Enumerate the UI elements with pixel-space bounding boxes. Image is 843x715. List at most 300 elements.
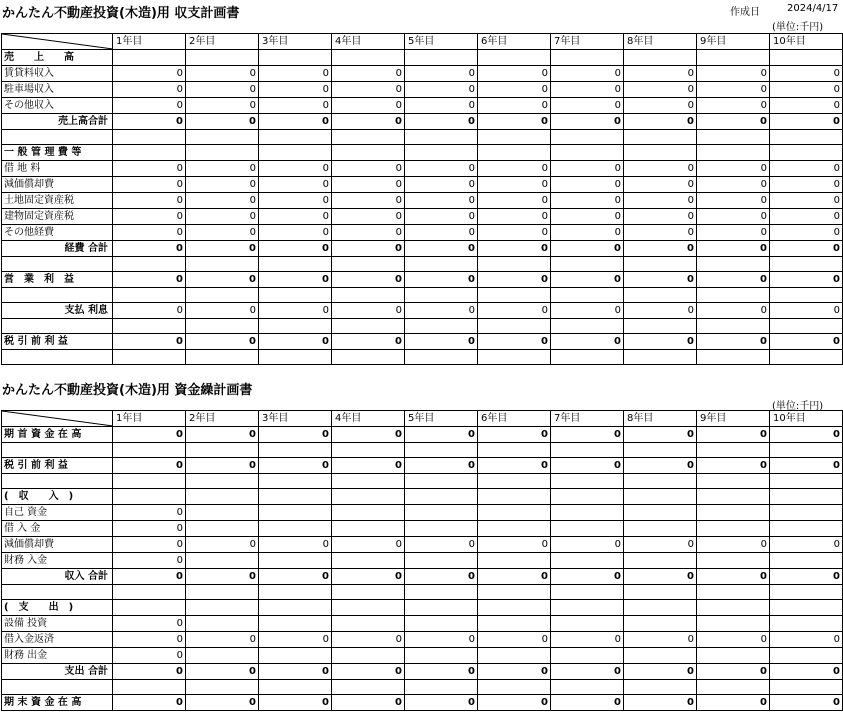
empty-cell: [697, 600, 770, 616]
empty-cell: [551, 50, 624, 66]
table-row: [2, 145, 843, 161]
value-cell: 0: [478, 225, 551, 241]
empty-cell: [624, 50, 697, 66]
value-cell: [478, 505, 551, 521]
row-label: 税 引 前 利 益: [2, 334, 113, 350]
value-cell: 0: [259, 695, 332, 711]
empty-cell: [551, 489, 624, 505]
table-row: [2, 648, 843, 664]
empty-cell: [405, 145, 478, 161]
empty-cell: [332, 489, 405, 505]
value-cell: 0: [186, 193, 259, 209]
value-cell: 0: [478, 193, 551, 209]
table-row: [2, 585, 843, 600]
table-row: [2, 193, 843, 209]
year-header: 2年目: [186, 34, 259, 50]
value-cell: 0: [697, 537, 770, 553]
row-label: その他経費: [2, 225, 113, 241]
empty-cell: [259, 130, 332, 145]
value-cell: 0: [478, 334, 551, 350]
value-cell: 0: [770, 98, 843, 114]
empty-cell: [186, 600, 259, 616]
year-header: 7年目: [551, 34, 624, 50]
empty-cell: [551, 585, 624, 600]
value-cell: [624, 521, 697, 537]
empty-cell: [624, 288, 697, 303]
value-cell: [624, 553, 697, 569]
value-cell: 0: [478, 272, 551, 288]
year-header: 5年目: [405, 34, 478, 50]
empty-cell: [478, 350, 551, 365]
value-cell: [697, 553, 770, 569]
value-cell: 0: [551, 241, 624, 257]
empty-cell: [186, 130, 259, 145]
value-cell: 0: [405, 209, 478, 225]
empty-cell: [697, 680, 770, 695]
value-cell: 0: [113, 569, 186, 585]
value-cell: 0: [770, 537, 843, 553]
row-label: 売 上 高: [2, 50, 113, 66]
value-cell: 0: [770, 272, 843, 288]
empty-cell: [113, 288, 186, 303]
value-cell: 0: [186, 632, 259, 648]
value-cell: 0: [770, 177, 843, 193]
value-cell: 0: [113, 161, 186, 177]
value-cell: [405, 616, 478, 632]
unit-label: (単位:千円): [772, 22, 824, 33]
value-cell: 0: [113, 427, 186, 443]
table-row: [2, 553, 843, 569]
value-cell: 0: [478, 458, 551, 474]
diagonal-line: [2, 411, 113, 426]
value-cell: 0: [259, 334, 332, 350]
row-label: 減価償却費: [2, 177, 113, 193]
table-row: [2, 569, 843, 585]
empty-cell: [259, 585, 332, 600]
value-cell: 0: [186, 272, 259, 288]
empty-cell: [113, 585, 186, 600]
empty-cell: [332, 474, 405, 489]
value-cell: [405, 553, 478, 569]
value-cell: 0: [551, 632, 624, 648]
date-label: 作成日: [730, 7, 760, 18]
value-cell: 0: [259, 241, 332, 257]
value-cell: 0: [770, 114, 843, 130]
value-cell: 0: [186, 241, 259, 257]
value-cell: 0: [113, 303, 186, 319]
row-label: 税 引 前 利 益: [2, 458, 113, 474]
value-cell: [478, 648, 551, 664]
value-cell: 0: [551, 98, 624, 114]
value-cell: [186, 521, 259, 537]
value-cell: 0: [551, 177, 624, 193]
value-cell: 0: [113, 521, 186, 537]
empty-cell: [551, 130, 624, 145]
empty-cell: [405, 50, 478, 66]
table-row: [2, 616, 843, 632]
corner-cell: [2, 34, 113, 50]
value-cell: [624, 505, 697, 521]
empty-cell: [770, 145, 843, 161]
value-cell: 0: [697, 695, 770, 711]
value-cell: 0: [259, 225, 332, 241]
year-header: 7年目: [551, 411, 624, 427]
value-cell: 0: [478, 161, 551, 177]
value-cell: 0: [186, 334, 259, 350]
value-cell: 0: [113, 114, 186, 130]
value-cell: 0: [405, 537, 478, 553]
year-header: 5年目: [405, 411, 478, 427]
value-cell: 0: [332, 225, 405, 241]
value-cell: 0: [478, 537, 551, 553]
empty-cell: [624, 443, 697, 458]
table-row: [2, 489, 843, 505]
value-cell: 0: [259, 82, 332, 98]
empty-cell: [259, 600, 332, 616]
row-label: 支出 合計: [2, 664, 113, 680]
value-cell: 0: [770, 334, 843, 350]
empty-cell: [697, 288, 770, 303]
value-cell: 0: [405, 177, 478, 193]
value-cell: 0: [186, 209, 259, 225]
table-row: [2, 225, 843, 241]
empty-cell: [113, 350, 186, 365]
empty-cell: [770, 600, 843, 616]
value-cell: [332, 553, 405, 569]
row-label: 借 地 料: [2, 161, 113, 177]
value-cell: [697, 616, 770, 632]
empty-cell: [624, 350, 697, 365]
row-label: 土地固定資産税: [2, 193, 113, 209]
empty-cell: [624, 145, 697, 161]
value-cell: 0: [697, 66, 770, 82]
empty-cell: [478, 443, 551, 458]
year-header: 10年目: [770, 411, 843, 427]
value-cell: 0: [113, 209, 186, 225]
empty-cell: [770, 680, 843, 695]
empty-cell: [405, 288, 478, 303]
value-cell: 0: [113, 82, 186, 98]
value-cell: 0: [770, 193, 843, 209]
value-cell: 0: [405, 695, 478, 711]
empty-cell: [478, 145, 551, 161]
row-label: [2, 130, 113, 145]
value-cell: 0: [697, 177, 770, 193]
value-cell: 0: [697, 209, 770, 225]
value-cell: 0: [186, 569, 259, 585]
value-cell: [624, 648, 697, 664]
value-cell: 0: [259, 537, 332, 553]
empty-cell: [113, 130, 186, 145]
empty-cell: [259, 288, 332, 303]
cashflow-statement-title: かんたん不動産投資(木造)用 資金繰計画書: [2, 383, 253, 398]
value-cell: 0: [624, 209, 697, 225]
empty-cell: [551, 145, 624, 161]
empty-cell: [113, 319, 186, 334]
table-row: [2, 319, 843, 334]
table-row: [2, 161, 843, 177]
value-cell: 0: [478, 241, 551, 257]
row-label: ( 支 出 ): [2, 600, 113, 616]
value-cell: 0: [113, 66, 186, 82]
empty-cell: [770, 474, 843, 489]
empty-cell: [259, 319, 332, 334]
value-cell: [259, 553, 332, 569]
row-label: [2, 680, 113, 695]
value-cell: 0: [551, 114, 624, 130]
value-cell: [770, 505, 843, 521]
value-cell: 0: [113, 616, 186, 632]
value-cell: [259, 648, 332, 664]
value-cell: 0: [770, 458, 843, 474]
empty-cell: [186, 489, 259, 505]
value-cell: 0: [624, 193, 697, 209]
value-cell: 0: [551, 569, 624, 585]
value-cell: 0: [770, 664, 843, 680]
value-cell: 0: [113, 225, 186, 241]
value-cell: 0: [113, 334, 186, 350]
value-cell: 0: [405, 427, 478, 443]
year-header: 8年目: [624, 411, 697, 427]
table-row: [2, 443, 843, 458]
value-cell: 0: [259, 632, 332, 648]
value-cell: [332, 616, 405, 632]
empty-cell: [186, 474, 259, 489]
value-cell: 0: [697, 427, 770, 443]
row-label: 駐車場収入: [2, 82, 113, 98]
value-cell: [259, 505, 332, 521]
value-cell: 0: [478, 66, 551, 82]
value-cell: [770, 648, 843, 664]
value-cell: [770, 616, 843, 632]
value-cell: 0: [405, 272, 478, 288]
value-cell: 0: [624, 177, 697, 193]
income-statement-table: [1, 33, 843, 365]
empty-cell: [405, 130, 478, 145]
value-cell: [551, 648, 624, 664]
value-cell: 0: [551, 458, 624, 474]
value-cell: 0: [551, 303, 624, 319]
value-cell: [478, 616, 551, 632]
value-cell: 0: [624, 82, 697, 98]
value-cell: 0: [697, 161, 770, 177]
row-label: 減価償却費: [2, 537, 113, 553]
value-cell: 0: [478, 632, 551, 648]
empty-cell: [186, 257, 259, 272]
table-row: [2, 695, 843, 711]
empty-cell: [478, 257, 551, 272]
row-label: 売上高合計: [2, 114, 113, 130]
empty-cell: [551, 600, 624, 616]
value-cell: [551, 616, 624, 632]
value-cell: 0: [624, 272, 697, 288]
empty-cell: [332, 145, 405, 161]
row-label: [2, 443, 113, 458]
value-cell: [405, 521, 478, 537]
value-cell: 0: [332, 177, 405, 193]
empty-cell: [478, 319, 551, 334]
value-cell: 0: [332, 66, 405, 82]
table-row: [2, 303, 843, 319]
year-header: 9年目: [697, 411, 770, 427]
table-row: [2, 334, 843, 350]
value-cell: 0: [113, 193, 186, 209]
value-cell: 0: [332, 272, 405, 288]
row-label: 財務 出金: [2, 648, 113, 664]
header-row: [2, 34, 843, 50]
value-cell: [332, 505, 405, 521]
value-cell: 0: [113, 553, 186, 569]
value-cell: 0: [113, 241, 186, 257]
table-row: [2, 505, 843, 521]
value-cell: 0: [405, 161, 478, 177]
value-cell: 0: [405, 98, 478, 114]
empty-cell: [697, 585, 770, 600]
value-cell: 0: [186, 114, 259, 130]
value-cell: 0: [113, 648, 186, 664]
value-cell: [478, 521, 551, 537]
year-header: 9年目: [697, 34, 770, 50]
value-cell: 0: [405, 632, 478, 648]
value-cell: 0: [624, 427, 697, 443]
value-cell: [551, 521, 624, 537]
value-cell: 0: [551, 427, 624, 443]
table-row: [2, 427, 843, 443]
table-row: [2, 130, 843, 145]
value-cell: 0: [551, 334, 624, 350]
row-label: 収入 合計: [2, 569, 113, 585]
value-cell: 0: [770, 303, 843, 319]
row-label: 支払 利息: [2, 303, 113, 319]
value-cell: 0: [770, 695, 843, 711]
empty-cell: [259, 474, 332, 489]
empty-cell: [332, 288, 405, 303]
value-cell: [770, 553, 843, 569]
year-header: 10年目: [770, 34, 843, 50]
empty-cell: [186, 145, 259, 161]
empty-cell: [186, 680, 259, 695]
value-cell: 0: [405, 303, 478, 319]
value-cell: 0: [478, 209, 551, 225]
table-row: [2, 241, 843, 257]
value-cell: 0: [405, 114, 478, 130]
row-label: 建物固定資産税: [2, 209, 113, 225]
corner-cell: [2, 411, 113, 427]
table-row: [2, 50, 843, 66]
value-cell: 0: [405, 334, 478, 350]
empty-cell: [624, 600, 697, 616]
value-cell: 0: [332, 303, 405, 319]
empty-cell: [332, 443, 405, 458]
row-label: [2, 257, 113, 272]
empty-cell: [405, 585, 478, 600]
year-header: 8年目: [624, 34, 697, 50]
empty-cell: [478, 680, 551, 695]
empty-cell: [697, 443, 770, 458]
table-row: [2, 177, 843, 193]
empty-cell: [259, 680, 332, 695]
value-cell: 0: [405, 241, 478, 257]
value-cell: 0: [259, 98, 332, 114]
empty-cell: [405, 680, 478, 695]
empty-cell: [259, 350, 332, 365]
value-cell: [551, 553, 624, 569]
value-cell: 0: [186, 161, 259, 177]
value-cell: 0: [113, 505, 186, 521]
value-cell: [770, 521, 843, 537]
value-cell: 0: [113, 695, 186, 711]
empty-cell: [478, 130, 551, 145]
value-cell: 0: [405, 66, 478, 82]
empty-cell: [478, 288, 551, 303]
table-row: [2, 350, 843, 365]
row-label: 経費 合計: [2, 241, 113, 257]
value-cell: 0: [624, 241, 697, 257]
value-cell: 0: [186, 537, 259, 553]
empty-cell: [113, 489, 186, 505]
year-header: 3年目: [259, 34, 332, 50]
empty-cell: [770, 350, 843, 365]
value-cell: [624, 616, 697, 632]
value-cell: 0: [186, 427, 259, 443]
value-cell: 0: [770, 161, 843, 177]
row-label: 借入金返済: [2, 632, 113, 648]
empty-cell: [332, 130, 405, 145]
value-cell: [405, 505, 478, 521]
row-label: [2, 288, 113, 303]
row-label: 設備 投資: [2, 616, 113, 632]
empty-cell: [478, 50, 551, 66]
empty-cell: [697, 257, 770, 272]
empty-cell: [113, 680, 186, 695]
year-header: 6年目: [478, 34, 551, 50]
row-label: 期 首 資 金 在 高: [2, 427, 113, 443]
row-label: 財務 入金: [2, 553, 113, 569]
value-cell: 0: [332, 241, 405, 257]
table-row: [2, 257, 843, 272]
value-cell: 0: [697, 569, 770, 585]
value-cell: 0: [697, 272, 770, 288]
value-cell: 0: [770, 632, 843, 648]
value-cell: [551, 505, 624, 521]
value-cell: 0: [770, 209, 843, 225]
value-cell: 0: [551, 193, 624, 209]
empty-cell: [478, 489, 551, 505]
empty-cell: [551, 350, 624, 365]
table-row: [2, 288, 843, 303]
income-statement-title: かんたん不動産投資(木造)用 収支計画書: [2, 6, 240, 21]
empty-cell: [332, 350, 405, 365]
value-cell: 0: [113, 177, 186, 193]
empty-cell: [186, 443, 259, 458]
year-header: 4年目: [332, 411, 405, 427]
value-cell: 0: [770, 82, 843, 98]
value-cell: 0: [405, 225, 478, 241]
value-cell: 0: [624, 114, 697, 130]
empty-cell: [551, 474, 624, 489]
value-cell: 0: [332, 193, 405, 209]
empty-cell: [113, 443, 186, 458]
date-value: 2024/4/17: [787, 3, 839, 14]
value-cell: 0: [332, 161, 405, 177]
row-label: 自己 資金: [2, 505, 113, 521]
value-cell: [186, 648, 259, 664]
value-cell: 0: [113, 98, 186, 114]
value-cell: 0: [259, 272, 332, 288]
empty-cell: [259, 145, 332, 161]
table-row: [2, 664, 843, 680]
value-cell: 0: [770, 66, 843, 82]
